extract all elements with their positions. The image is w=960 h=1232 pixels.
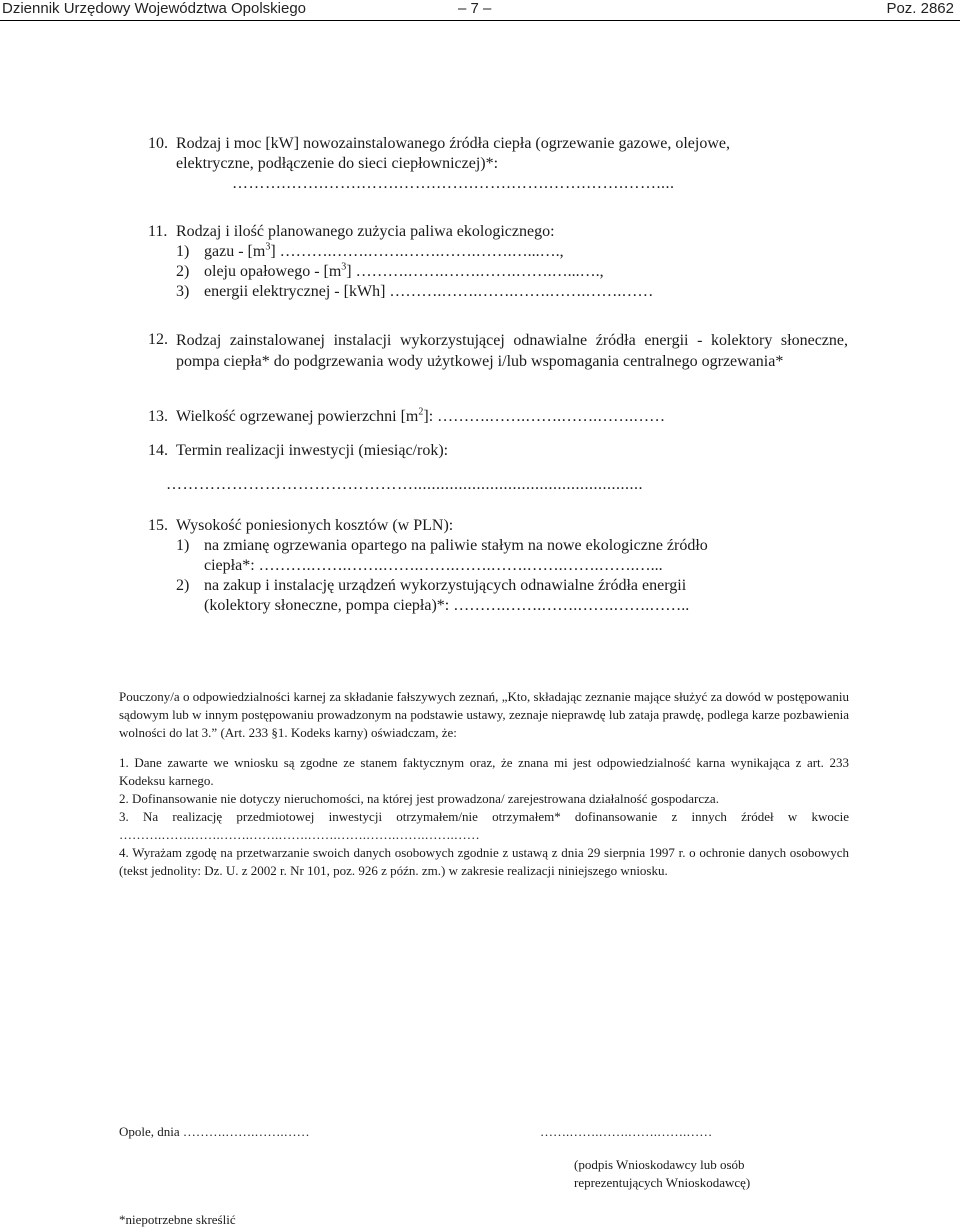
declaration-point-3: 3. Na realizację przedmiotowej inwestycji otrzymałem/nie otrzymałem* dofinansowanie z innych źródeł w kwocie ……….…….…….…….…….…….…….…….…….…….…….…… — [119, 809, 849, 842]
fuel-electricity-item: 3) energii elektrycznej - [kWh] ……….…….…….…….…….…….…… — [176, 283, 654, 300]
cost-heating-item: 1) na zmianę ogrzewania opartego na paliwie stałym na nowe ekologiczne źródło ciepła*: ……….…….…….…….…….…….…….…….…….…….…... — [176, 537, 708, 574]
section-13: 13. Wielkość ogrzewanej powierzchni $[m^2]$: ……….…….…….…….…….…… — [148, 406, 666, 425]
section-12-text: Rodzaj zainstalowanej instalacji wykorzystującej odnawialne źródła energii - kolektory słoneczne, pompa ciepła* do podgrzewania wody użytkowej i/lub wspomagania centralnego ogrzewania* — [176, 332, 848, 370]
fill-in-dots: ………………………………………................................................... — [166, 476, 643, 493]
section-10-line2: elektryczne, podłączenie do sieci ciepłowniczej)*: — [176, 155, 499, 172]
section-number: 11. — [148, 223, 168, 240]
section-number: 12. — [148, 331, 168, 348]
fuel-oil-item: 2) oleju opałowego - $[m^3]$ ……….…….…….…….…….…...…., — [176, 261, 604, 280]
signature-line: …….…….…….…….…….…… — [540, 1124, 713, 1139]
declaration-point-1: 1. Dane zawarte we wniosku są zgodne ze stanem faktycznym oraz, że znana mi jest odpowiedzialność karna wynikająca z art. 233 Kodeksu karnego. — [119, 755, 849, 788]
section-10 — [148, 134, 848, 194]
section-number: 13. — [148, 408, 168, 425]
signature-label: (podpis Wnioskodawcy lub osób reprezentujących Wnioskodawcę) — [574, 1157, 751, 1190]
section-12 — [148, 330, 848, 372]
page-header — [0, 0, 960, 21]
section-14 — [148, 441, 848, 495]
cost-renewable-item: 2) na zakup i instalację urządzeń wykorzystujących odnawialne źródła energii (kolektory słoneczne, pompa ciepła)*: ……….…….…….…….…….…….. — [176, 577, 690, 614]
declaration-block — [119, 688, 849, 880]
section-number: 10. — [148, 135, 168, 152]
section-number: 14. — [148, 442, 168, 459]
section-number: 15. — [148, 517, 168, 534]
declaration-intro: Pouczony/a o odpowiedzialności karnej za składanie fałszywych zeznań, „Kto, składając zeznanie mające służyć za dowód w postępowaniu sądowym lub w innym postępowaniu prowadzonym na podstawie ustawy, zeznaje nieprawdę lub zataja prawdę, podlega karze pozbawienia wolności do lat 3.” (Art. 233 §1. Kodeks karny) oświadczam, że: — [119, 689, 849, 740]
section-10-line1: Rodzaj i moc [kW] nowozainstalowanego źródła ciepła (ogrzewanie gazowe, olejowe, — [176, 135, 730, 152]
fill-in-dots: ……….…….…….…….…….…….…….…….…….…….…….... — [232, 175, 675, 192]
section-15 — [148, 516, 848, 616]
section-11 — [148, 222, 848, 302]
fuel-gas-item: 1) gazu - $[m^3]$ ……….…….…….…….…….…….…...…., — [176, 241, 564, 260]
section-14-text: Termin realizacji inwestycji (miesiąc/rok): — [176, 442, 449, 459]
declaration-point-4: 4. Wyrażam zgodę na przetwarzanie swoich danych osobowych zgodnie z ustawą z dnia 29 sierpnia 1997 r. o ochronie danych osobowych (tekst jednolity: Dz. U. z 2002 r. Nr 101, poz. 926 z późn. zm.) w zakresie realizacji niniejszego wniosku. — [119, 845, 849, 878]
section-11-title: Rodzaj i ilość planowanego zużycia paliwa ekologicznego: — [176, 223, 555, 240]
section-15-title: Wysokość poniesionych kosztów (w PLN): — [176, 517, 454, 534]
journal-title: Dziennik Urzędowy Województwa Opolskiego — [2, 0, 307, 17]
footnote: *niepotrzebne skreślić — [119, 1212, 236, 1227]
place-date-field: Opole, dnia ……….…….…….…… — [119, 1124, 310, 1139]
declaration-point-2: 2. Dofinansowanie nie dotyczy nieruchomości, na której jest prowadzona/ zarejestrowana działalność gospodarcza. — [119, 791, 719, 806]
position-number: Poz. 2862 — [886, 0, 954, 17]
page-number: – 7 – — [458, 0, 492, 17]
